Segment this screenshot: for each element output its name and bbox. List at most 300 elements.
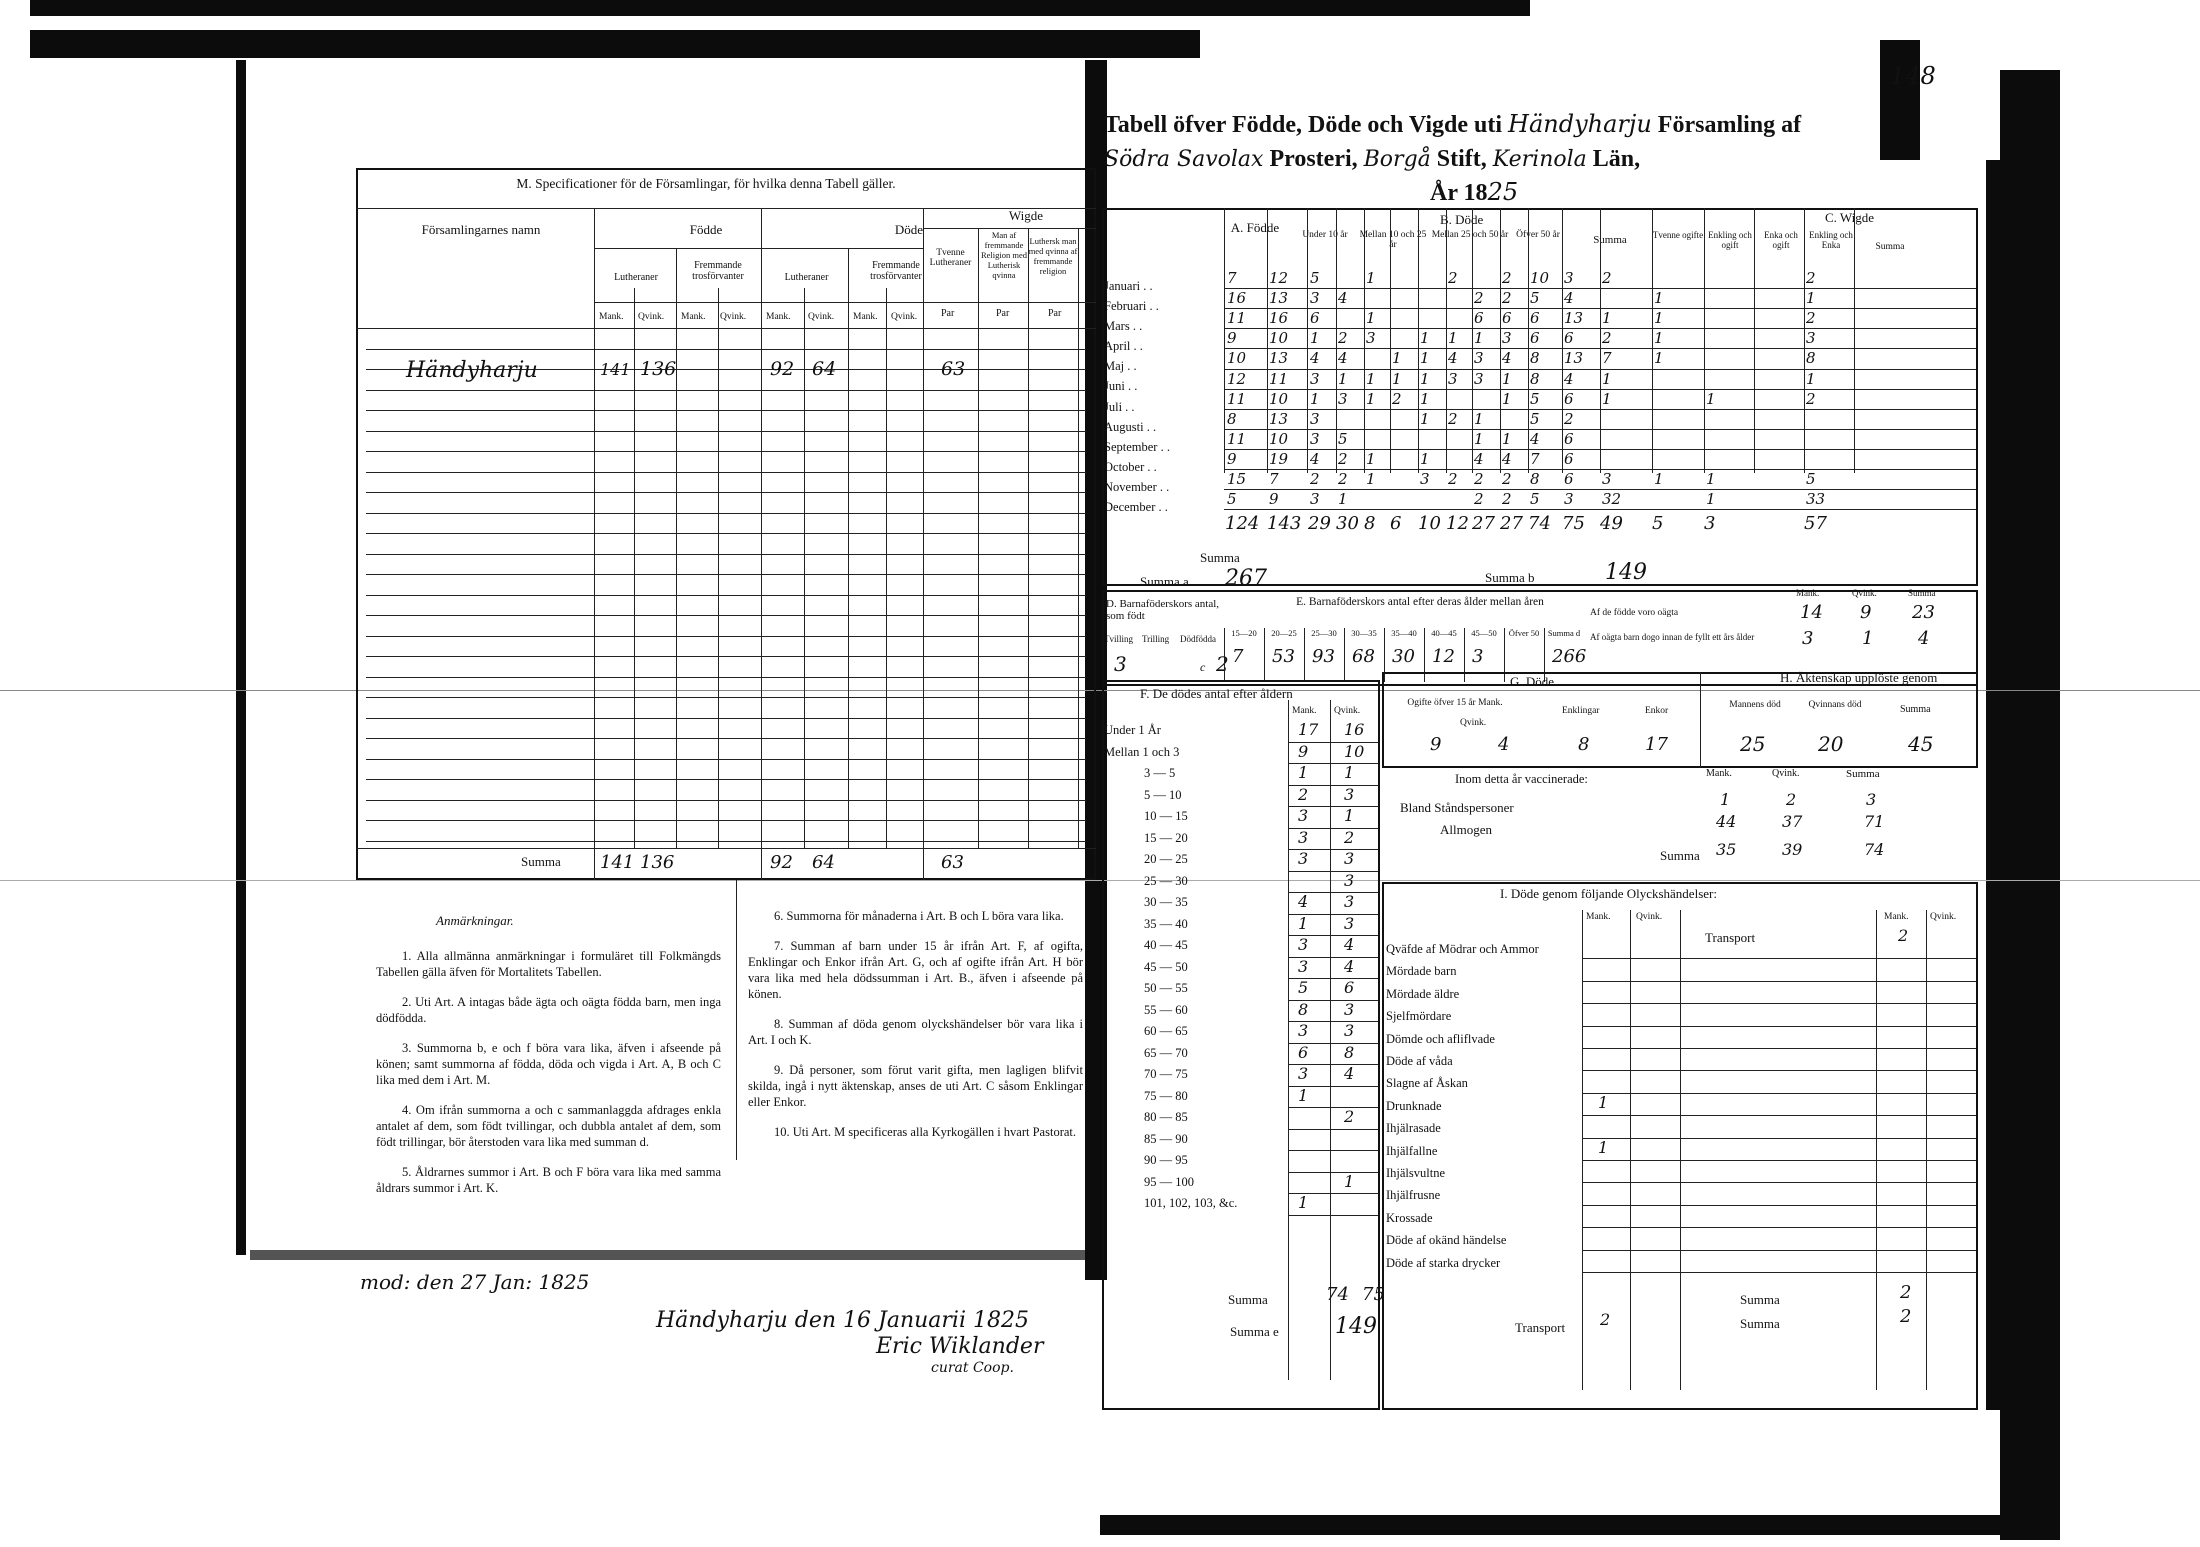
- i-rule-4: [1876, 910, 1877, 1390]
- month-cell: 4: [1502, 349, 1512, 368]
- month-cell: 2: [1338, 449, 1348, 468]
- f-age-label: 85 — 90: [1144, 1131, 1188, 1146]
- month-row-line: [1224, 389, 1976, 390]
- month-cell: 13: [1269, 289, 1289, 308]
- month-cell: 1: [1502, 389, 1512, 408]
- f-qvink-value: 3: [1344, 849, 1355, 868]
- f-qvink-label: Qvink.: [1334, 706, 1361, 716]
- month-cell: 1: [1602, 309, 1612, 328]
- month-col-rule: [1500, 208, 1501, 473]
- month-cell: 5: [1310, 269, 1320, 287]
- f-age-label: 95 — 100: [1144, 1174, 1194, 1189]
- month-label: Augusti . .: [1104, 419, 1157, 434]
- month-cell: 4: [1474, 449, 1484, 468]
- spec-row-line: [366, 615, 1086, 616]
- summa-cell: 29: [1308, 513, 1331, 535]
- f-row-line: [1288, 1150, 1378, 1151]
- month-cell: 2: [1448, 409, 1458, 428]
- month-cell: 4: [1338, 349, 1348, 368]
- f-age-label: 65 — 70: [1144, 1045, 1188, 1060]
- i-cause-label: Dömde och afliflvade: [1386, 1031, 1495, 1046]
- spec-row-line: [366, 656, 1086, 657]
- month-col-rule: [1267, 208, 1268, 473]
- parish-dode-mank: 92: [770, 358, 795, 380]
- month-cell: 1: [1420, 329, 1430, 348]
- month-col-rule: [1704, 208, 1705, 473]
- month-row-line: [1224, 469, 1976, 470]
- month-cell: 3: [1474, 369, 1484, 388]
- f-mank-value: 1: [1298, 913, 1309, 933]
- col-fodde-header: Födde: [689, 222, 723, 237]
- col-luthersk-man: Luthersk man med qvinna af fremmande religion: [1028, 236, 1078, 276]
- month-cell: 11: [1227, 429, 1247, 448]
- col-tvenne: Tvenne Lutheraner: [929, 248, 972, 268]
- month-cell: 5: [1530, 490, 1540, 509]
- e-col-rule: [1344, 628, 1345, 682]
- f-qvink-value: 6: [1344, 978, 1355, 997]
- f-mank-value: 3: [1298, 956, 1309, 976]
- col-fremmande-fodde: Fremmande trosförvanter: [692, 260, 744, 282]
- f-mank-value: 8: [1298, 999, 1309, 1019]
- month-col-rule: [1307, 208, 1308, 473]
- month-cell: 33: [1806, 490, 1826, 509]
- oagta-dead-summa: 4: [1918, 628, 1930, 649]
- spec-row-line: [366, 636, 1086, 637]
- month-cell: 11: [1227, 309, 1247, 328]
- month-cell: 3: [1310, 429, 1320, 448]
- month-cell: 3: [1338, 389, 1348, 408]
- spec-row-line: [366, 410, 1086, 411]
- e-range-label: 25—30: [1311, 628, 1337, 638]
- title-line-2: [1104, 146, 1984, 173]
- month-cell: 9: [1269, 490, 1279, 509]
- month-row-line: [1224, 429, 1976, 430]
- month-cell: 5: [1806, 470, 1816, 488]
- f-row-line: [1288, 1107, 1378, 1108]
- month-cell: 3: [1310, 490, 1320, 509]
- f-col-rule-1: [1288, 700, 1289, 1380]
- parish-dode-qvink: 64: [812, 358, 837, 380]
- month-cell: 3: [1564, 269, 1574, 287]
- i-summa-label: Summa: [1740, 1292, 1780, 1307]
- e-col-rule: [1224, 628, 1225, 682]
- e-range-value: 12: [1432, 646, 1455, 667]
- month-cell: 4: [1530, 429, 1540, 448]
- i-row-line: [1582, 1160, 1976, 1161]
- f-mank-value: 3: [1298, 935, 1309, 954]
- art-h: H. Äktenskap upplöste genom: [1780, 670, 1938, 685]
- i-cause-label: Ihjälfrusne: [1386, 1188, 1441, 1203]
- sub-par-2: Par: [996, 308, 1010, 319]
- month-cell: 10: [1269, 429, 1289, 448]
- spec-row-line: [366, 779, 1086, 780]
- vacc-row-1-label: Bland Ståndspersoner: [1400, 800, 1514, 815]
- spec-row-line: [366, 718, 1086, 719]
- f-mank-value: 3: [1298, 849, 1309, 868]
- f-age-label: 50 — 55: [1144, 981, 1188, 995]
- e-range-label: Öfver 50: [1508, 628, 1540, 638]
- month-cell: 1: [1310, 389, 1320, 408]
- month-cell: 1: [1338, 490, 1348, 509]
- month-cell: 2: [1502, 289, 1512, 308]
- vacc-total-q: 39: [1782, 840, 1803, 859]
- f-qvink-value: 3: [1344, 913, 1355, 933]
- f-qvink-value: 3: [1344, 892, 1355, 911]
- month-cell: 12: [1269, 269, 1289, 287]
- i-row-line: [1582, 1070, 1976, 1071]
- sub-qvink-1: Qvink.: [638, 312, 665, 322]
- month-cell: 3: [1474, 349, 1484, 368]
- parish-fodde-mank: 141: [600, 360, 631, 379]
- c-enka-ogift: Enka och ogift: [1764, 230, 1798, 250]
- f-qvink-value: 1: [1344, 806, 1355, 825]
- i-row-line: [1582, 958, 1976, 959]
- sub-mank-1: Mank.: [599, 312, 624, 322]
- spec-row-line: [366, 533, 1086, 534]
- month-cell: 1: [1654, 289, 1664, 308]
- month-cell: 1: [1474, 429, 1484, 448]
- art-g: G. Döde: [1510, 674, 1555, 689]
- f-mank-value: 4: [1298, 892, 1309, 911]
- f-qvink-value: 3: [1344, 1021, 1355, 1040]
- col-fremmande-dode: Fremmande trosförvanter: [870, 260, 922, 282]
- f-age-label: 80 — 85: [1144, 1110, 1188, 1124]
- signature-place-date: Händyharju den 16 Januarii 1825: [656, 1308, 1029, 1333]
- month-cell: 1: [1366, 449, 1376, 468]
- vacc-row-2-q: 37: [1782, 812, 1803, 831]
- title-parish: Händyharju: [1508, 110, 1652, 138]
- f-qvink-value: 3: [1344, 784, 1355, 804]
- b-25-50: Mellan 25 och 50 år: [1431, 230, 1509, 240]
- i-cause-label: Qväfde af Mödrar och Ammor: [1386, 942, 1539, 956]
- f-age-label: 101, 102, 103, &c.: [1144, 1196, 1238, 1210]
- f-mank-value: 6: [1298, 1042, 1309, 1062]
- e-range-value: 93: [1312, 646, 1335, 667]
- e-range-label: 40—45: [1431, 628, 1457, 638]
- month-cell: 19: [1269, 449, 1289, 468]
- month-label: November . .: [1104, 479, 1170, 494]
- month-cell: 6: [1564, 429, 1574, 448]
- month-cell: 4: [1564, 289, 1574, 308]
- month-label: Juni . .: [1104, 379, 1138, 394]
- vacc-mank-label: Mank.: [1706, 768, 1732, 779]
- month-cell: 7: [1530, 449, 1540, 468]
- title-stift-label: Stift,: [1436, 146, 1487, 172]
- month-cell: 3: [1310, 289, 1320, 308]
- sub-mank-4: Mank.: [853, 312, 878, 322]
- oagta-mank: 14: [1800, 602, 1823, 623]
- f-qvink-value: 4: [1344, 1064, 1355, 1083]
- f-summa-e-label: Summa e: [1230, 1324, 1279, 1339]
- summa-cell: 3: [1704, 513, 1716, 535]
- summa-cell: 30: [1336, 513, 1359, 535]
- f-mank-value: 3: [1298, 1021, 1309, 1040]
- i-cause-label: Mördade äldre: [1386, 986, 1460, 1001]
- month-cell: 2: [1448, 269, 1458, 287]
- i-row-line: [1582, 1026, 1976, 1027]
- b-summa: Summa: [1593, 234, 1627, 246]
- month-cell: 3: [1310, 409, 1320, 428]
- title-lan-label: Län,: [1592, 146, 1641, 172]
- month-cell: 1: [1706, 470, 1716, 488]
- month-row-line: [1224, 348, 1976, 349]
- month-cell: 11: [1269, 369, 1289, 388]
- scan-edge-left-fold: [236, 60, 246, 1255]
- month-cell: 9: [1227, 449, 1237, 468]
- title-line-1: [1104, 110, 1984, 139]
- f-mank-value: 3: [1298, 806, 1309, 825]
- f-qvink-value: 2: [1344, 827, 1355, 847]
- col-man-fremmande: Man af fremmande Religion med Lutherisk qvinna: [980, 230, 1028, 280]
- i-rule-1: [1582, 910, 1583, 1390]
- c-summa: Summa: [1875, 242, 1905, 252]
- month-cell: 8: [1227, 409, 1237, 428]
- month-cell: 2: [1602, 269, 1612, 287]
- month-cell: 6: [1564, 449, 1574, 468]
- spec-rows: [356, 328, 1096, 848]
- month-cell: 1: [1420, 369, 1430, 388]
- summa-cell: 74: [1528, 513, 1551, 535]
- month-cell: 10: [1530, 269, 1550, 287]
- f-age-label: 3 — 5: [1144, 766, 1176, 780]
- month-col-rule: [1600, 208, 1601, 473]
- month-cell: 16: [1269, 309, 1289, 328]
- f-age-label: 45 — 50: [1144, 959, 1188, 974]
- i-cause-label: Ihjälsvultne: [1386, 1166, 1446, 1180]
- month-row-line: [1224, 288, 1976, 289]
- month-col-rule: [1224, 208, 1225, 473]
- month-row-line: [1224, 369, 1976, 370]
- month-cell: 7: [1602, 349, 1612, 368]
- i-cause-label: Ihjälfallne: [1386, 1143, 1438, 1158]
- oagta-label: Af de födde voro oägta: [1590, 608, 1679, 618]
- f-qvink-value: 3: [1344, 870, 1355, 890]
- spec-summa-dode-mank: 92: [770, 852, 793, 873]
- month-cell: 2: [1806, 389, 1816, 408]
- i-transport-bottom-value: 2: [1600, 1310, 1611, 1329]
- right-page: [1100, 60, 1985, 1510]
- i-cause-label: Slagne af Åskan: [1386, 1076, 1468, 1091]
- spec-row-line: [366, 390, 1086, 391]
- f-age-label: 15 — 20: [1144, 830, 1188, 845]
- title-year-label: År 18: [1430, 180, 1488, 206]
- month-col-rule: [1528, 208, 1529, 473]
- month-row-line: [1224, 509, 1976, 510]
- f-age-label: 90 — 95: [1144, 1153, 1188, 1167]
- month-cell: 13: [1564, 309, 1584, 328]
- vacc-row-1-s: 3: [1866, 790, 1877, 809]
- month-col-rule: [1446, 208, 1447, 473]
- spec-title: M. Specificationer för de Församlingar, för hvilka denna Tabell gäller.: [516, 176, 896, 191]
- i-cause-label: Sjelfmördare: [1386, 1009, 1452, 1024]
- e-range-value: 68: [1352, 646, 1375, 667]
- art-e: E. Barnaföderskors antal efter deras ålder mellan åren: [1296, 596, 1544, 608]
- d-tvilling: Tvilling: [1104, 634, 1133, 644]
- i-cause-label: Döde af okänd händelse: [1386, 1233, 1507, 1248]
- g-col-4: Enkor: [1645, 706, 1669, 716]
- f-qvink-value: 3: [1344, 999, 1355, 1019]
- art-f: F. De dödes antal efter åldern: [1140, 686, 1293, 701]
- scan-edge-top-2: [30, 30, 1200, 58]
- summa-cell: 27: [1472, 513, 1495, 535]
- g-enkor: 17: [1645, 734, 1668, 755]
- g-ogifte-qvink: 4: [1498, 734, 1510, 755]
- month-cell: 1: [1602, 389, 1612, 408]
- e-range-value: 266: [1552, 646, 1587, 667]
- month-cell: 1: [1366, 369, 1376, 388]
- month-cell: 1: [1366, 269, 1376, 287]
- f-age-label: 35 — 40: [1144, 916, 1188, 931]
- title-stift: Borgå: [1363, 147, 1431, 172]
- month-row-line: [1224, 489, 1976, 490]
- vacc-title: Inom detta år vaccinerade:: [1455, 772, 1588, 786]
- month-cell: 6: [1564, 389, 1574, 408]
- i-cause-label: Krossade: [1386, 1210, 1433, 1225]
- month-cell: 6: [1530, 309, 1540, 328]
- title-text-b: Församling af: [1657, 112, 1802, 138]
- art-a-header: A. Födde: [1230, 220, 1280, 235]
- oagta-summa-label: Summa: [1908, 588, 1936, 598]
- scan-edge-right-inner: [1986, 160, 2002, 1410]
- month-cell: 1: [1392, 369, 1402, 388]
- i-mank-label-2: Mank.: [1884, 912, 1909, 922]
- month-col-rule: [1652, 208, 1653, 473]
- month-cell: 7: [1227, 269, 1237, 287]
- f-age-label: 70 — 75: [1144, 1067, 1188, 1081]
- art-c-header: C. Wigde: [1825, 210, 1875, 225]
- summa-cell: 5: [1652, 513, 1664, 535]
- f-age-label: 5 — 10: [1144, 787, 1182, 802]
- month-labels: [1104, 276, 1170, 517]
- i-row-line: [1582, 1205, 1976, 1206]
- i-row-line: [1582, 1227, 1976, 1228]
- h-col-3: Summa: [1900, 704, 1931, 715]
- month-cell: 8: [1530, 349, 1540, 368]
- month-cell: 1: [1654, 470, 1664, 488]
- spec-row-line: [366, 431, 1086, 432]
- month-cell: 2: [1448, 470, 1458, 488]
- month-col-rule: [1418, 208, 1419, 473]
- spec-row-line: [366, 595, 1086, 596]
- f-qvink-value: 2: [1344, 1107, 1355, 1126]
- note-3: 3. Summorna b, e och f böra vara lika, äfven i afseende på könen; samt summorna af födda, döda och vigda i Art. A, B och C lika med dem i Art. M.: [376, 1041, 721, 1087]
- f-qvink-value: 4: [1344, 956, 1355, 976]
- month-cell: 3: [1310, 369, 1320, 388]
- spec-row-line: [366, 451, 1086, 452]
- h-summa: 45: [1908, 732, 1934, 756]
- g-col-3: Enklingar: [1562, 706, 1600, 716]
- month-cell: 2: [1310, 470, 1320, 488]
- month-cell: 2: [1502, 470, 1512, 488]
- f-qvink-value: 10: [1344, 741, 1365, 761]
- f-age-label: Under 1 År: [1104, 723, 1161, 737]
- h-col-2: Qvinnans död: [1808, 700, 1862, 710]
- i-row-line: [1582, 1272, 1976, 1273]
- summa-cell: 49: [1600, 513, 1623, 535]
- f-summa-label: Summa: [1228, 1292, 1268, 1307]
- i-row-line: [1582, 1138, 1976, 1139]
- vacc-total-s: 74: [1864, 840, 1885, 859]
- spec-row-line: [366, 574, 1086, 575]
- f-mank-value: 1: [1298, 1193, 1309, 1212]
- g-col-1: Ogifte öfver 15 år Mank.: [1407, 698, 1503, 708]
- vacc-row-2-m: 44: [1716, 812, 1737, 831]
- art-b-header: B. Döde: [1440, 212, 1484, 227]
- h-mannens-dod: 25: [1740, 732, 1766, 756]
- spec-row-line: [366, 554, 1086, 555]
- month-cell: 2: [1602, 329, 1612, 348]
- spec-summa-dode-qvink: 64: [812, 852, 835, 873]
- month-cell: 4: [1502, 449, 1512, 468]
- i-rule-3: [1680, 910, 1681, 1390]
- d-tvilling-value: 3: [1114, 652, 1127, 676]
- spec-summa-fodde-qvink: 136: [640, 852, 675, 873]
- spec-summa-fodde-mank: 141: [600, 852, 635, 873]
- month-cell: 8: [1530, 369, 1540, 388]
- month-col-rule: [1336, 208, 1337, 473]
- sub-qvink-3: Qvink.: [808, 312, 835, 322]
- i-mank-value: 1: [1598, 1092, 1609, 1112]
- spec-row-line: [366, 800, 1086, 801]
- month-col-rule: [1804, 208, 1805, 473]
- month-cell: 13: [1269, 349, 1289, 368]
- col-lutheraner-fodde: Lutheraner: [614, 272, 658, 283]
- rule-h-sub1: [594, 248, 923, 249]
- sub-mank-2: Mank.: [681, 312, 706, 322]
- month-label: September . .: [1104, 439, 1170, 454]
- month-label: Februari . .: [1104, 299, 1159, 314]
- month-cell: 1: [1448, 329, 1458, 348]
- month-cell: 2: [1338, 329, 1348, 348]
- col-lutheraner-dode: Lutheraner: [784, 272, 829, 283]
- month-cell: 12: [1227, 369, 1247, 388]
- f-age-label: 55 — 60: [1144, 1002, 1188, 1017]
- g-col-2: Qvink.: [1460, 718, 1487, 728]
- month-cell: 6: [1530, 329, 1540, 348]
- scan-edge-right-bar: [2000, 70, 2060, 1540]
- f-summa-mank: 74: [1326, 1284, 1349, 1305]
- f-col-rule-2: [1330, 700, 1331, 1380]
- month-cell: 3: [1564, 490, 1574, 509]
- month-cell: 1: [1420, 389, 1430, 408]
- month-label: October . .: [1104, 459, 1157, 474]
- oagta-dead-label: Af oägta barn dogo innan de fyllt ett års ålder: [1590, 632, 1755, 642]
- signature-title: curat Coop.: [931, 1360, 1014, 1376]
- sub-par-3: Par: [1048, 308, 1062, 319]
- month-cell: 6: [1564, 329, 1574, 348]
- i-row-line: [1582, 1115, 1976, 1116]
- month-cell: 15: [1227, 470, 1247, 488]
- vacc-total-label: Summa: [1660, 848, 1700, 863]
- f-age-label: 10 — 15: [1144, 809, 1188, 823]
- e-range-label: Summa d: [1547, 628, 1581, 638]
- f-qvink-value: 1: [1344, 763, 1355, 782]
- e-range-label: 45—50: [1471, 628, 1497, 638]
- summa-b-value: 149: [1605, 560, 1647, 585]
- f-row-line: [1288, 1129, 1378, 1130]
- note-9: 9. Då personer, som förut varit gifta, men lagligen blifvit skilda, ingå i nytt äktenskap, anses de uti Art. C såsom Enklingar eller Enkor.: [748, 1063, 1083, 1109]
- month-cell: 5: [1227, 490, 1237, 509]
- month-cell: 1: [1474, 329, 1484, 348]
- month-cell: 8: [1806, 349, 1816, 368]
- e-range-label: 15—20: [1231, 628, 1257, 638]
- d-c-label: c: [1200, 660, 1206, 674]
- parish-fodde-qvink: 136: [640, 358, 677, 380]
- month-row-line: [1224, 449, 1976, 450]
- note-1: 1. Alla allmänna anmärkningar i formuläret till Folkmängds Tabellen gälla äfven för Mortalitets Tabellen.: [376, 949, 721, 979]
- note-5: 5. Åldrarnes summor i Art. B och F böra vara lika med samma åldrars summor i Art. K.: [376, 1165, 721, 1195]
- i-cause-label: Döde af våda: [1386, 1054, 1453, 1068]
